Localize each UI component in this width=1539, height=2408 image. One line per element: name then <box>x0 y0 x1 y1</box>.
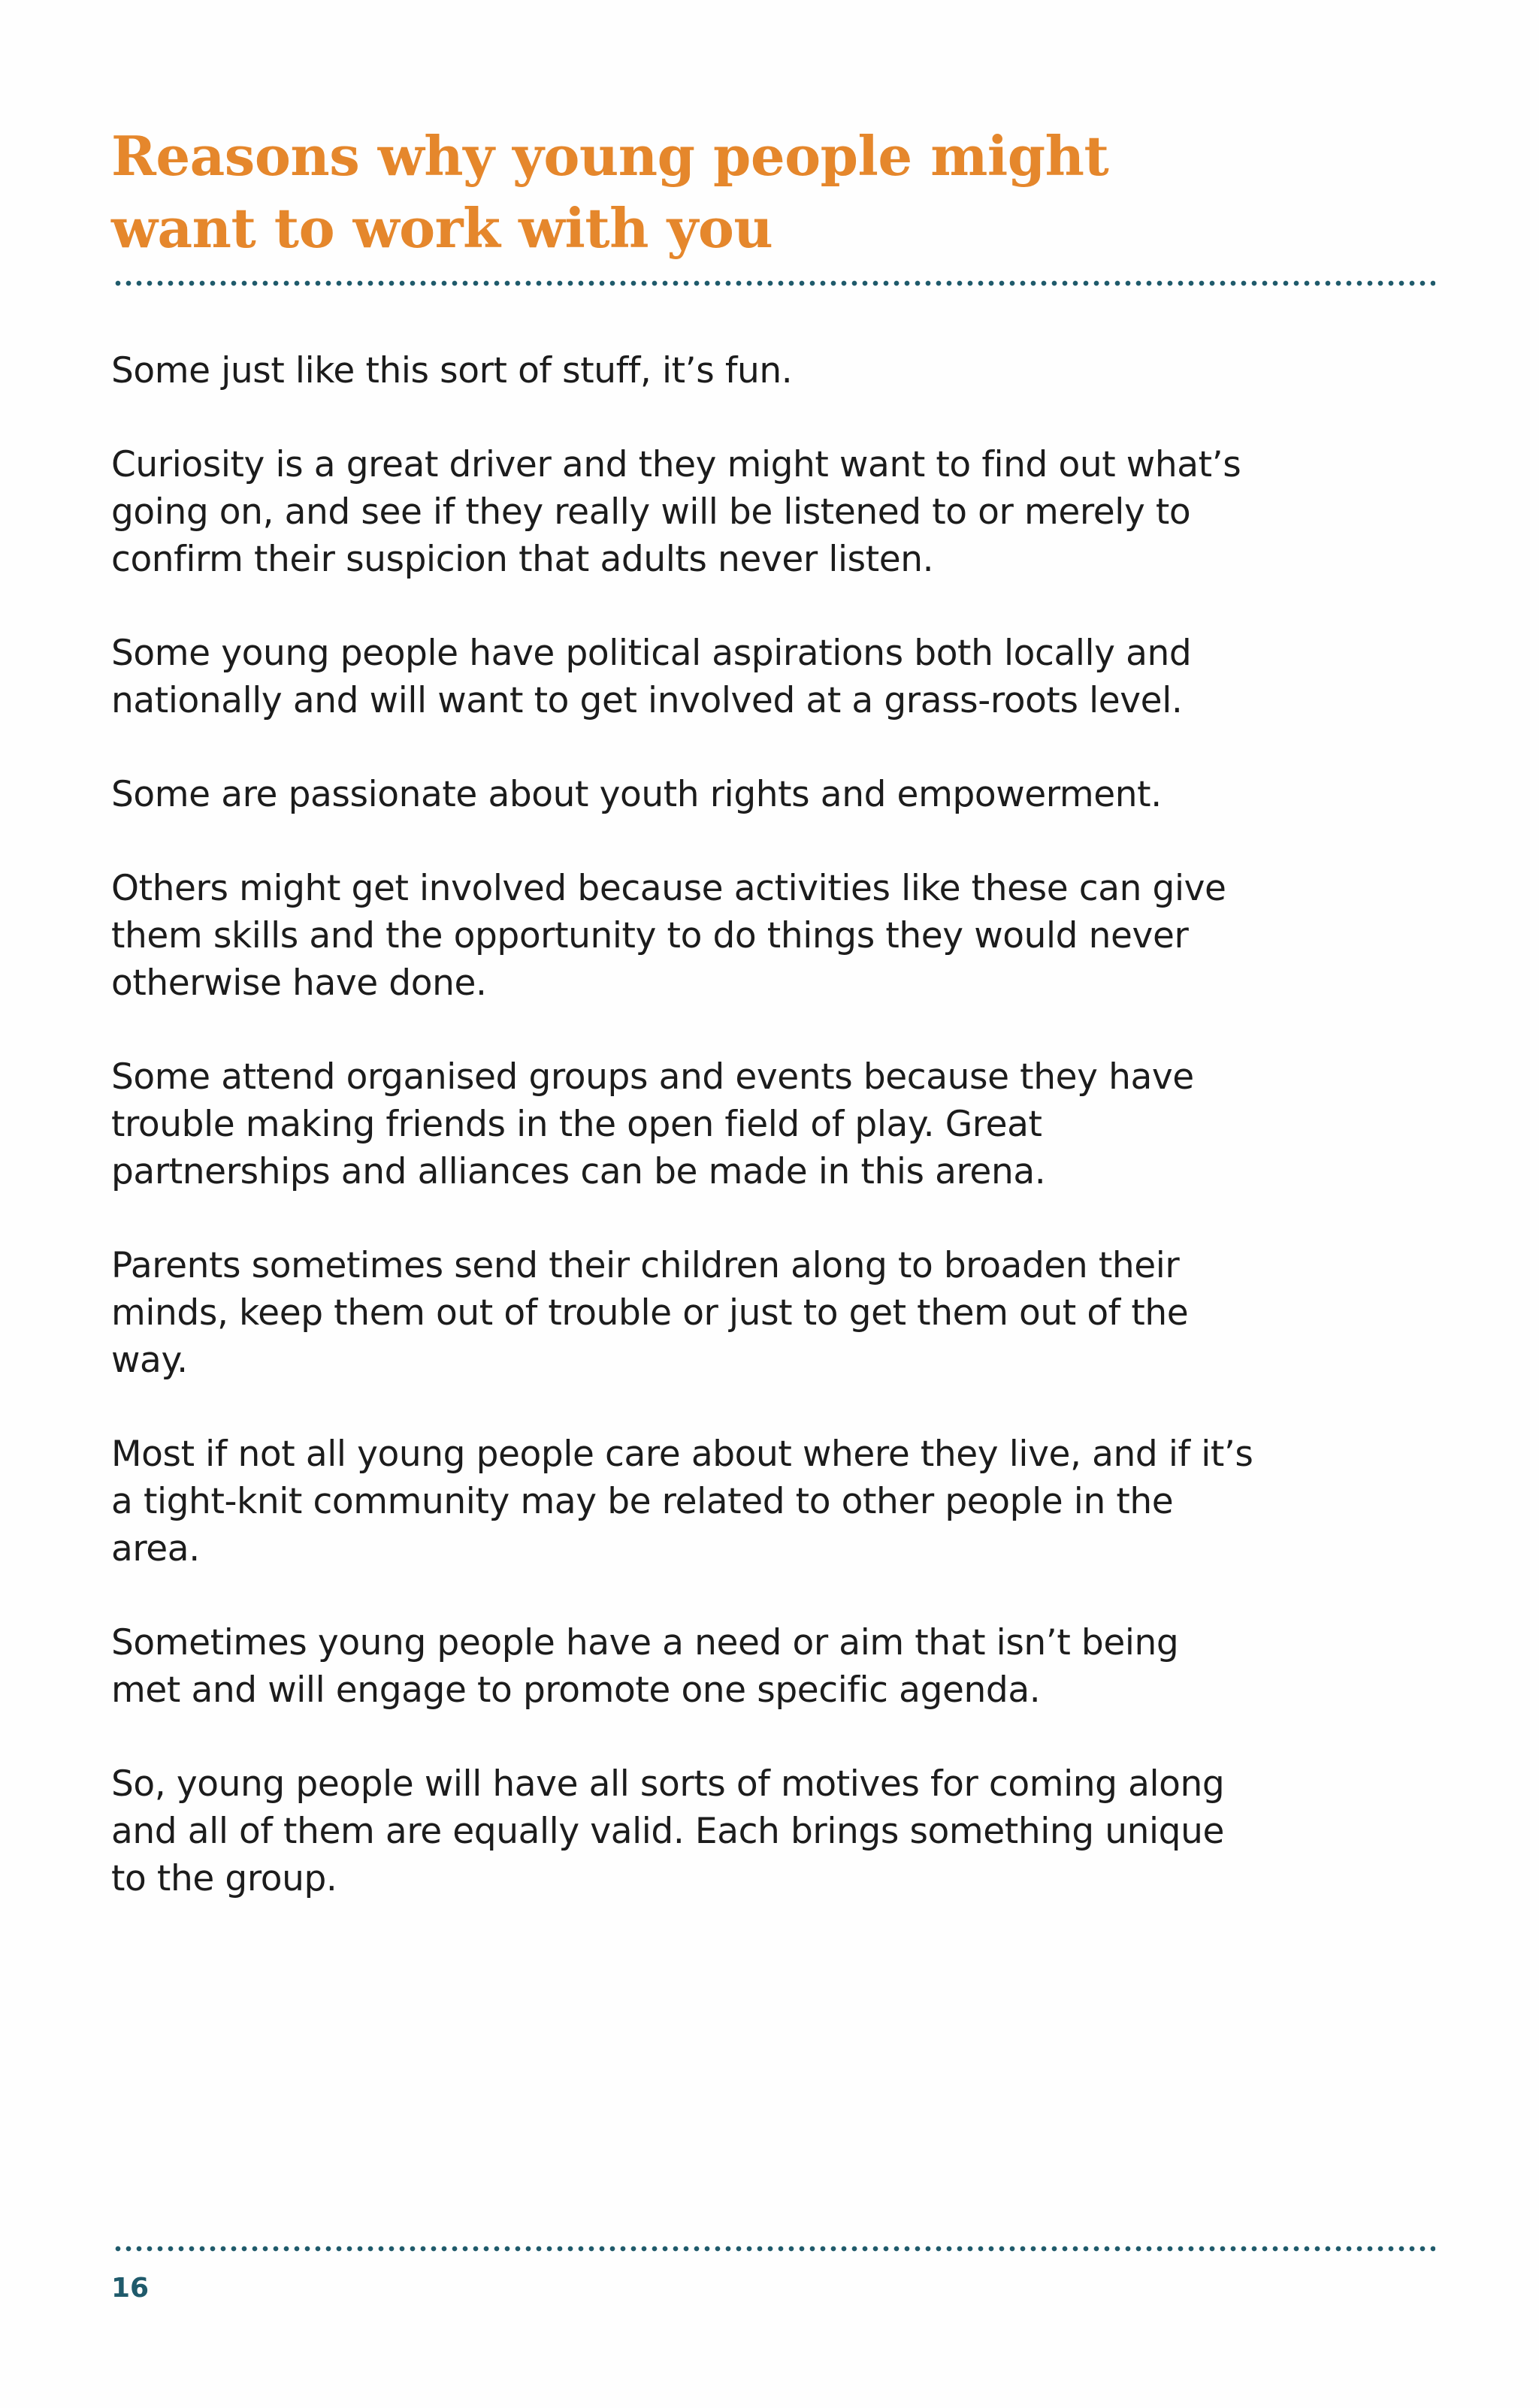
body-text <box>111 347 1253 1949</box>
page-number: 16 <box>111 2273 150 2304</box>
paragraph-specific-agenda: Sometimes young people have a need or aim that isn’t being met and will engage to promote one specific agenda. <box>111 1622 1179 1711</box>
paragraph-parents: Parents sometimes send their children along to broaden their minds, keep them out of trouble or just to get them out of the way. <box>111 1245 1189 1381</box>
top-dotted-divider <box>113 279 1435 287</box>
paragraph-skills: Others might get involved because activities like these can give them skills and the opportunity to do things they would never otherwise have done. <box>111 868 1226 1004</box>
page-title <box>111 120 1238 264</box>
page-title-line-1: Reasons why young people might <box>111 124 1109 188</box>
paragraph-fun: Some just like this sort of stuff, it’s fun. <box>111 350 793 391</box>
paragraph-motives: So, young people will have all sorts of motives for coming along and all of them are equally valid. Each brings something unique to the group. <box>111 1763 1225 1899</box>
paragraph-political-aspirations: Some young people have political aspirations both locally and nationally and will want to get involved at a grass-roots level. <box>111 633 1192 721</box>
paragraph-community: Most if not all young people care about where they live, and if it’s a tight-knit community may be related to other people in the area. <box>111 1434 1253 1570</box>
paragraph-youth-rights: Some are passionate about youth rights and empowerment. <box>111 774 1162 815</box>
paragraph-making-friends: Some attend organised groups and events because they have trouble making friends in the open field of play. Great partnerships and alliances can be made in this arena. <box>111 1056 1194 1192</box>
page-title-line-2: want to work with you <box>111 196 773 260</box>
paragraph-curiosity: Curiosity is a great driver and they might want to find out what’s going on, and see if they really will be listened to or merely to confirm their suspicion that adults never listen. <box>111 444 1241 580</box>
bottom-dotted-divider <box>113 2245 1435 2252</box>
